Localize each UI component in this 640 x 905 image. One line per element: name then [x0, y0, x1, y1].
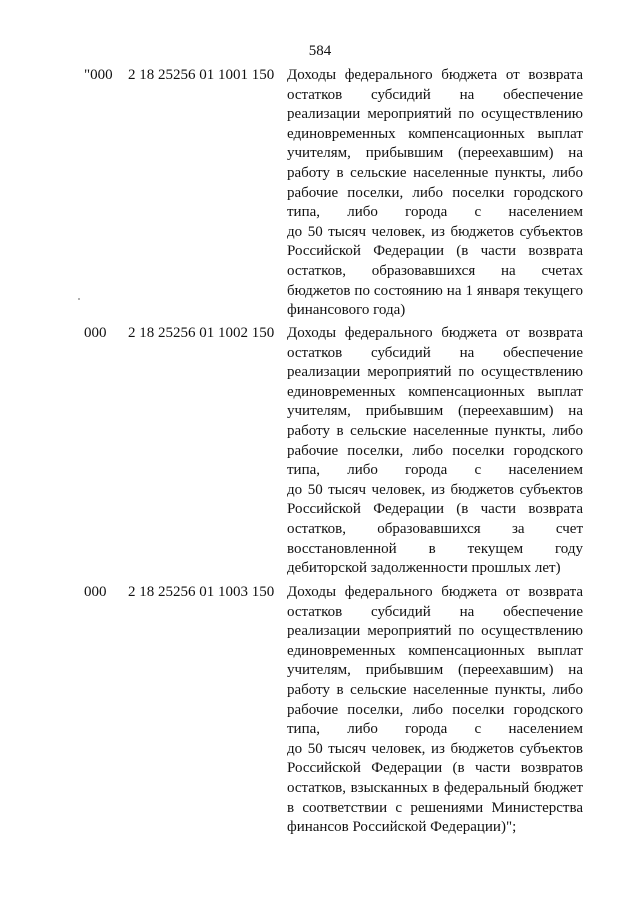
budget-classification-code: 2 18 25256 01 1003 150: [128, 584, 275, 600]
description-line: финансового года): [287, 302, 406, 319]
description-line: реализации мероприятий по осуществлению: [287, 364, 583, 381]
description-line: типа, либо города с населением: [287, 462, 583, 479]
description-line: остатков субсидий на обеспечение: [287, 603, 583, 620]
description-line: единовременных компенсационных выплат: [287, 383, 583, 400]
description-line: рабочие поселки, либо поселки городского: [287, 701, 583, 718]
description-line: остатков субсидий на обеспечение: [287, 86, 583, 103]
description-line: остатков, взысканных в федеральный бюджет: [287, 779, 583, 796]
description-line: восстановленной в текущем году: [287, 540, 583, 557]
description-line: бюджетов по состоянию на 1 января текущего: [287, 282, 583, 299]
description-line: финансов Российской Федерации)";: [287, 819, 517, 836]
description-line: работу в сельские населенные пункты, либо: [287, 164, 583, 181]
description-line: реализации мероприятий по осуществлению: [287, 623, 583, 640]
description-line: Российской Федерации (в части возвратов: [287, 760, 583, 777]
description-line: работу в сельские населенные пункты, либо: [287, 422, 583, 439]
description-line: учителям, прибывшим (переехавшим) на: [287, 403, 583, 420]
page-number: 584: [308, 43, 332, 59]
description-line: работу в сельские населенные пункты, либо: [287, 681, 583, 698]
description-line: остатков, образовавшихся за счет: [287, 520, 583, 537]
description-line: типа, либо города с населением: [287, 721, 583, 738]
description-line: Доходы федерального бюджета от возврата: [287, 584, 583, 600]
description-line: до 50 тысяч человек, из бюджетов субъектов: [287, 740, 583, 757]
description-line: в соответствии с решениями Министерства: [287, 799, 583, 816]
entry-description: [287, 324, 583, 579]
admin-code: "000: [84, 67, 113, 83]
description-line: единовременных компенсационных выплат: [287, 642, 583, 659]
description-line: типа, либо города с населением: [287, 204, 583, 221]
description-line: остатков, образовавшихся на счетах: [287, 262, 583, 279]
budget-classification-code: 2 18 25256 01 1002 150: [128, 325, 275, 341]
description-line: единовременных компенсационных выплат: [287, 125, 583, 142]
description-line: до 50 тысяч человек, из бюджетов субъектов: [287, 481, 583, 498]
description-line: учителям, прибывшим (переехавшим) на: [287, 662, 583, 679]
description-line: Доходы федерального бюджета от возврата: [287, 325, 583, 341]
description-line: рабочие поселки, либо поселки городского: [287, 184, 583, 201]
description-line: Российской Федерации (в части возврата: [287, 501, 583, 518]
description-line: Российской Федерации (в части возврата: [287, 243, 583, 260]
description-line: остатков субсидий на обеспечение: [287, 344, 583, 361]
admin-code: 000: [84, 325, 107, 341]
description-line: реализации мероприятий по осуществлению: [287, 106, 583, 123]
scan-speck: [78, 298, 80, 300]
entry-description: [287, 66, 583, 321]
description-line: до 50 тысяч человек, из бюджетов субъектов: [287, 223, 583, 240]
description-line: Доходы федерального бюджета от возврата: [287, 67, 583, 83]
description-line: рабочие поселки, либо поселки городского: [287, 442, 583, 459]
description-line: дебиторской задолженности прошлых лет): [287, 560, 561, 577]
budget-classification-code: 2 18 25256 01 1001 150: [128, 67, 275, 83]
entry-description: [287, 583, 583, 838]
description-line: учителям, прибывшим (переехавшим) на: [287, 145, 583, 162]
admin-code: 000: [84, 584, 107, 600]
